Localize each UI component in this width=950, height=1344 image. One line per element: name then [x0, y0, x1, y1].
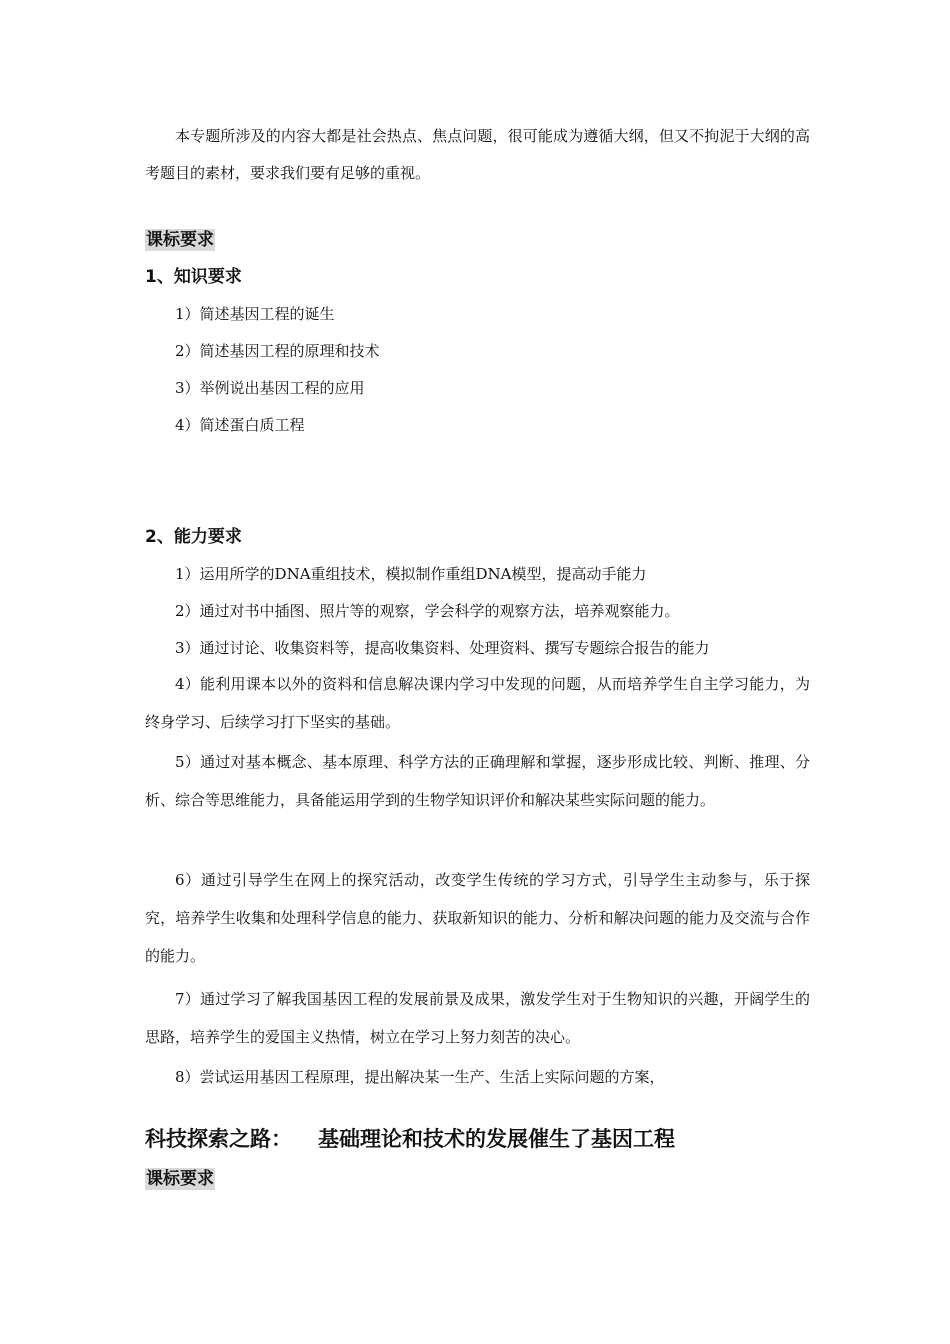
section-title-left: 科技探索之路： — [145, 1127, 292, 1151]
ability-item: 4）能利用课本以外的资料和信息解决课内学习中发现的问题，从而培养学生自主学习能力，为终身学习、后续学习打下坚实的基础。 — [145, 675, 810, 731]
curriculum-requirements-tag-2: 课标要求 — [146, 1169, 214, 1189]
ability-item: 3）通过讨论、收集资料等，提高收集资料、处理资料、撰写专题综合报告的能力 — [175, 639, 710, 657]
ability-item: 1）运用所学的DNA重组技术，模拟制作重组DNA模型，提高动手能力 — [175, 565, 647, 583]
knowledge-item: 4）简述蛋白质工程 — [175, 416, 305, 434]
section-title-right: 基础理论和技术的发展催生了基因工程 — [318, 1127, 675, 1151]
ability-item: 7）通过学习了解我国基因工程的发展前景及成果，激发学生对于生物知识的兴趣，开阔学生的思路，培养学生的爱国主义热情，树立在学习上努力刻苦的决心。 — [145, 990, 810, 1046]
knowledge-item: 3）举例说出基因工程的应用 — [175, 379, 365, 397]
knowledge-item: 2）简述基因工程的原理和技术 — [175, 342, 380, 360]
ability-item: 8）尝试运用基因工程原理，提出解决某一生产、生活上实际问题的方案， — [175, 1068, 665, 1086]
ability-item: 5）通过对基本概念、基本原理、科学方法的正确理解和掌握，逐步形成比较、判断、推理、分析、综合等思维能力，具备能运用学到的生物学知识评价和解决某些实际问题的能力。 — [145, 753, 810, 809]
section-title — [145, 1125, 675, 1153]
knowledge-requirements-heading: 1、知识要求 — [145, 267, 242, 287]
ability-requirements-heading: 2、能力要求 — [145, 527, 242, 547]
intro-paragraph: 本专题所涉及的内容大都是社会热点、焦点问题，很可能成为遵循大纲，但又不拘泥于大纲的高考题目的素材，要求我们要有足够的重视。 — [145, 127, 810, 182]
ability-item: 2）通过对书中插图、照片等的观察，学会科学的观察方法，培养观察能力。 — [175, 602, 680, 620]
ability-item: 6）通过引导学生在网上的探究活动，改变学生传统的学习方式，引导学生主动参与，乐于探究，培养学生收集和处理科学信息的能力、获取新知识的能力、分析和解决问题的能力及交流与合作的能力。 — [145, 871, 810, 965]
knowledge-item: 1）简述基因工程的诞生 — [175, 305, 335, 323]
curriculum-requirements-tag: 课标要求 — [146, 230, 214, 250]
